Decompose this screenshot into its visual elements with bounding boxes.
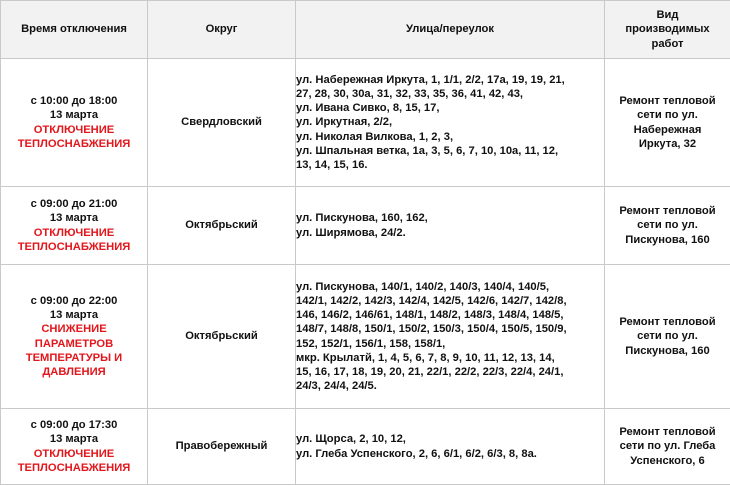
street-line: ул. Ивана Сивко, 8, 15, 17,: [296, 102, 440, 115]
time-cell: [1, 59, 148, 187]
work-cell: [605, 187, 730, 265]
header-row: [1, 1, 730, 59]
status-text: ДАВЛЕНИЯ: [42, 365, 106, 378]
work-line: Ремонт тепловой: [619, 316, 716, 329]
street-line: мкр. Крылатй, 1, 4, 5, 6, 7, 8, 9, 10, 11, 12, 13, 14,: [296, 351, 555, 364]
status-text: ТЕПЛОСНАБЖЕНИЯ: [17, 461, 131, 474]
status-text: ОТКЛЮЧЕНИЕ: [33, 226, 115, 239]
time-cell: [1, 187, 148, 265]
work-line: сети по ул.: [637, 330, 698, 343]
header-district: Округ: [148, 1, 296, 59]
district-cell: Октябрьский: [148, 265, 296, 409]
time-range: с 09:00 до 21:00: [30, 198, 118, 211]
table-row: [1, 59, 730, 187]
status-text: ТЕПЛОСНАБЖЕНИЯ: [17, 240, 131, 253]
time-cell: [1, 409, 148, 485]
time-cell: [1, 265, 148, 409]
district-cell: Октябрьский: [148, 187, 296, 265]
work-line: Пискунова, 160: [625, 233, 710, 246]
street-line: ул. Пискунова, 160, 162,: [296, 212, 428, 225]
date: 13 марта: [49, 109, 99, 122]
work-cell: [605, 265, 730, 409]
street-line: ул. Николая Вилкова, 1, 2, 3,: [296, 130, 454, 143]
street-line: ул. Шпальная ветка, 1а, 3, 5, 6, 7, 10, 10а, 11, 12,: [296, 144, 559, 157]
date: 13 марта: [49, 433, 99, 446]
time-range: с 09:00 до 22:00: [30, 294, 118, 307]
work-line: Иркута, 32: [638, 137, 697, 150]
work-cell: [605, 409, 730, 485]
work-line: Успенского, 6: [630, 454, 705, 467]
street-line: ул. Иркутная, 2/2,: [296, 116, 393, 129]
time-range: с 09:00 до 17:30: [30, 419, 118, 432]
work-line: сети по ул. Глеба: [619, 440, 716, 453]
date: 13 марта: [49, 309, 99, 322]
work-line: Ремонт тепловой: [619, 205, 716, 218]
street-line: ул. Набережная Иркута, 1, 1/1, 2/2, 17а, 19, 19, 21,: [296, 73, 565, 86]
header-street: Улица/переулок: [296, 1, 605, 59]
work-cell: [605, 59, 730, 187]
street-line: ул. Ширямова, 24/2.: [296, 226, 406, 239]
street-line: 146, 146/2, 146/61, 148/1, 148/2, 148/3, 148/4, 148/5,: [296, 309, 564, 322]
time-range: с 10:00 до 18:00: [30, 95, 118, 108]
table-row: [1, 187, 730, 265]
status-text: ТЕПЛОСНАБЖЕНИЯ: [17, 137, 131, 150]
status-text: ПАРАМЕТРОВ: [34, 337, 114, 350]
work-line: Ремонт тепловой: [619, 426, 716, 439]
street-line: ул. Щорса, 2, 10, 12,: [296, 433, 406, 446]
street-line: 24/3, 24/4, 24/5.: [296, 380, 377, 393]
work-line: сети по ул.: [637, 109, 698, 122]
street-line: 15, 16, 17, 18, 19, 20, 21, 22/1, 22/2, 22/3, 22/4, 24/1,: [296, 365, 564, 378]
table-row: [1, 265, 730, 409]
table-row: [1, 409, 730, 485]
street-line: ул. Глеба Успенского, 2, 6, 6/1, 6/2, 6/3, 8, 8а.: [296, 447, 537, 460]
header-work-line: производимых: [625, 23, 710, 36]
street-line: 142/1, 142/2, 142/3, 142/4, 142/5, 142/6, 142/7, 142/8,: [296, 294, 567, 307]
district-cell: Правобережный: [148, 409, 296, 485]
work-line: сети по ул.: [637, 219, 698, 232]
date: 13 марта: [49, 212, 99, 225]
street-line: 27, 28, 30, 30а, 31, 32, 33, 35, 36, 41, 42, 43,: [296, 87, 524, 100]
work-line: Ремонт тепловой: [619, 95, 716, 108]
work-line: Набережная: [633, 123, 702, 136]
status-text: СНИЖЕНИЕ: [41, 323, 107, 336]
status-text: ОТКЛЮЧЕНИЕ: [33, 447, 115, 460]
status-text: ТЕМПЕРАТУРЫ И: [25, 351, 123, 364]
header-work-line: Вид: [656, 9, 679, 22]
header-work: [605, 1, 730, 59]
streets-cell: [296, 59, 605, 187]
street-line: ул. Пискунова, 140/1, 140/2, 140/3, 140/4, 140/5,: [296, 280, 550, 293]
street-line: 148/7, 148/8, 150/1, 150/2, 150/3, 150/4, 150/5, 150/9,: [296, 323, 567, 336]
streets-cell: [296, 265, 605, 409]
work-line: Пискунова, 160: [625, 344, 710, 357]
streets-cell: [296, 187, 605, 265]
streets-cell: [296, 409, 605, 485]
street-line: 13, 14, 15, 16.: [296, 159, 368, 171]
street-line: 152, 152/1, 156/1, 158, 158/1,: [296, 337, 446, 350]
status-text: ОТКЛЮЧЕНИЕ: [33, 123, 115, 136]
district-cell: Свердловский: [148, 59, 296, 187]
header-time: Время отключения: [1, 1, 148, 59]
header-work-line: работ: [651, 37, 684, 50]
